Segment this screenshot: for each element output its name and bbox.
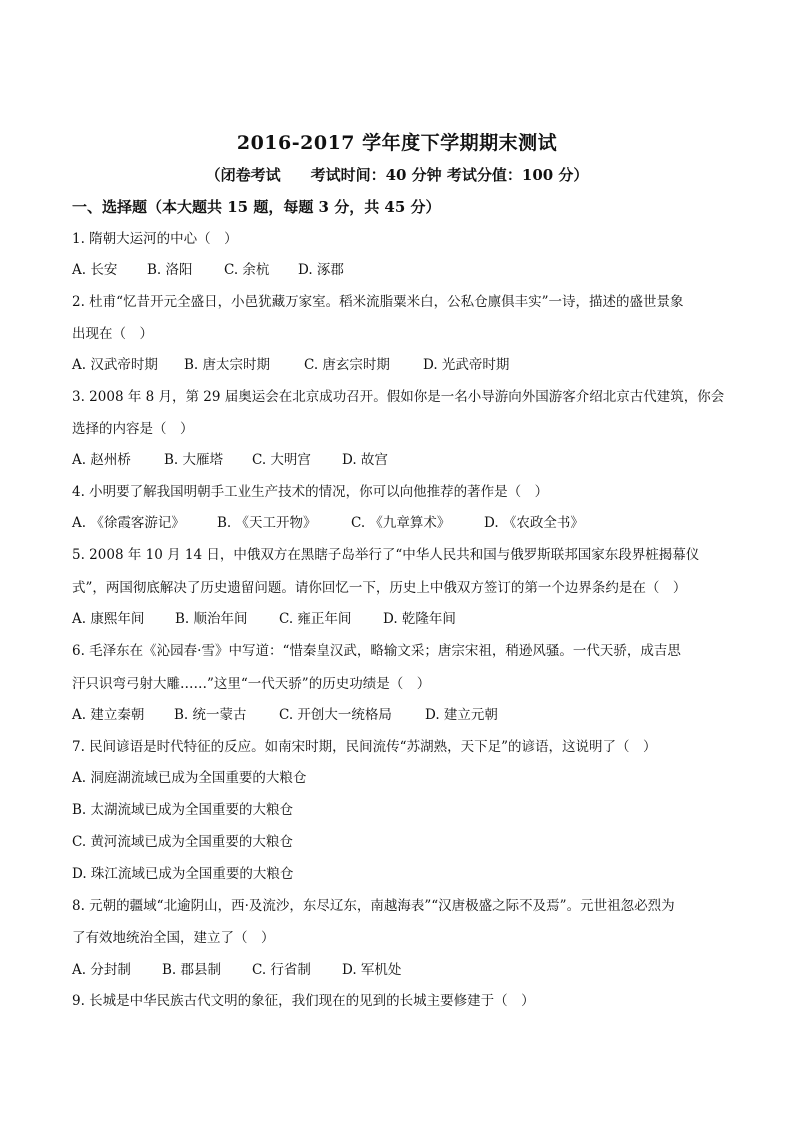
- option-d: D. 建立元朝: [425, 707, 498, 723]
- option-b: B. 统一蒙古: [174, 707, 247, 723]
- question-1-stem: 1. 隋朝大运河的中心（ ）: [72, 231, 238, 247]
- question-9-stem: 9. 长城是中华民族古代文明的象征，我们现在的见到的长城主要修建于（ ）: [72, 993, 535, 1009]
- question-2-stem-line-2: 出现在（ ）: [72, 326, 153, 342]
- option-a: A. 康熙年间: [72, 611, 145, 627]
- option-b: B. 顺治年间: [175, 611, 248, 627]
- option-a: A. 赵州桥: [72, 452, 131, 468]
- question-1-options: [72, 261, 732, 279]
- option-b: B. 郡县制: [162, 962, 222, 978]
- question-7-option-a: A. 洞庭湖流域已成为全国重要的大粮仓: [72, 770, 307, 786]
- question-8-stem-line-1: 8. 元朝的疆域“北逾阴山，西·及流沙，东尽辽东，南越海表”“汉唐极盛之际不及焉”。元世祖忽必烈为: [72, 898, 675, 914]
- option-a: A. 长安: [72, 262, 118, 278]
- question-3-stem-line-2: 选择的内容是（ ）: [72, 421, 194, 437]
- question-5-stem-line-1: 5. 2008 年 10 月 14 日，中俄双方在黑瞎子岛举行了“中华人民共和国与俄罗斯联邦国家东段界桩揭幕仪: [72, 547, 700, 563]
- question-5-options: [72, 610, 732, 628]
- question-4-stem: 4. 小明要了解我国明朝手工业生产技术的情况，你可以向他推荐的著作是（ ）: [72, 484, 549, 500]
- option-d: D. 《农政全书》: [484, 515, 584, 531]
- option-d: D. 乾隆年间: [383, 611, 456, 627]
- option-d: D. 光武帝时期: [423, 357, 510, 373]
- question-2-stem-line-1: 2. 杜甫“忆昔开元全盛日，小邑犹藏万家室。稻米流脂粟米白，公私仓廪俱丰实”一诗，描述的盛世景象: [72, 294, 684, 310]
- question-3-options: [72, 451, 732, 469]
- question-7-option-c: C. 黄河流域已成为全国重要的大粮仓: [72, 834, 293, 850]
- option-b: B. 洛阳: [147, 262, 193, 278]
- question-7-option-d: D. 珠江流域已成为全国重要的大粮仓: [72, 866, 294, 882]
- section-heading: 一、选择题（本大题共 15 题，每题 3 分，共 45 分）: [72, 198, 441, 216]
- option-b: B. 唐太宗时期: [184, 357, 271, 373]
- question-6-stem-line-1: 6. 毛泽东在《沁园春·雪》中写道：“惜秦皇汉武，略输文采；唐宗宋祖，稍逊风骚。一代天骄，成吉思: [72, 643, 681, 659]
- option-d: D. 故宫: [342, 452, 388, 468]
- question-6-stem-line-2: 汗只识弯弓射大雕……”这里“一代天骄”的历史功绩是（ ）: [72, 676, 431, 692]
- question-2-options: [72, 356, 732, 374]
- option-c: C. 大明宫: [252, 452, 311, 468]
- option-a: A. 《徐霞客游记》: [72, 515, 185, 531]
- option-c: C. 《九章算术》: [351, 515, 451, 531]
- option-a: A. 汉武帝时期: [72, 357, 158, 373]
- question-7-option-b: B. 太湖流域已成为全国重要的大粮仓: [72, 802, 294, 818]
- question-7-stem: 7. 民间谚语是时代特征的反应。如南宋时期，民间流传“苏湖熟，天下足”的谚语，这说明了（ ）: [72, 739, 657, 755]
- option-a: A. 分封制: [72, 962, 131, 978]
- option-b: B. 大雁塔: [164, 452, 224, 468]
- option-c: C. 行省制: [252, 962, 311, 978]
- question-5-stem-line-2: 式”，两国彻底解决了历史遗留问题。请你回忆一下，历史上中俄双方签订的第一个边界条约是在（ ）: [72, 580, 687, 596]
- option-d: D. 军机处: [342, 962, 402, 978]
- question-8-options: [72, 961, 732, 979]
- question-3-stem-line-1: 3. 2008 年 8 月，第 29 届奥运会在北京成功召开。假如你是一名小导游向外国游客介绍北京古代建筑，你会: [72, 389, 725, 405]
- option-c: C. 唐玄宗时期: [304, 357, 390, 373]
- option-c: C. 余杭: [224, 262, 270, 278]
- page-title: 2016-2017 学年度下学期期末测试: [236, 132, 558, 154]
- question-6-options: [72, 706, 732, 724]
- option-a: A. 建立秦朝: [72, 707, 145, 723]
- option-b: B. 《天工开物》: [217, 515, 317, 531]
- option-c: C. 雍正年间: [279, 611, 352, 627]
- question-4-options: [72, 514, 732, 532]
- option-c: C. 开创大一统格局: [279, 707, 392, 723]
- question-8-stem-line-2: 了有效地统治全国，建立了（ ）: [72, 930, 275, 946]
- option-d: D. 涿郡: [298, 262, 344, 278]
- exam-info-subtitle: （闭卷考试 考试时间：40 分钟 考试分值：100 分）: [205, 166, 589, 184]
